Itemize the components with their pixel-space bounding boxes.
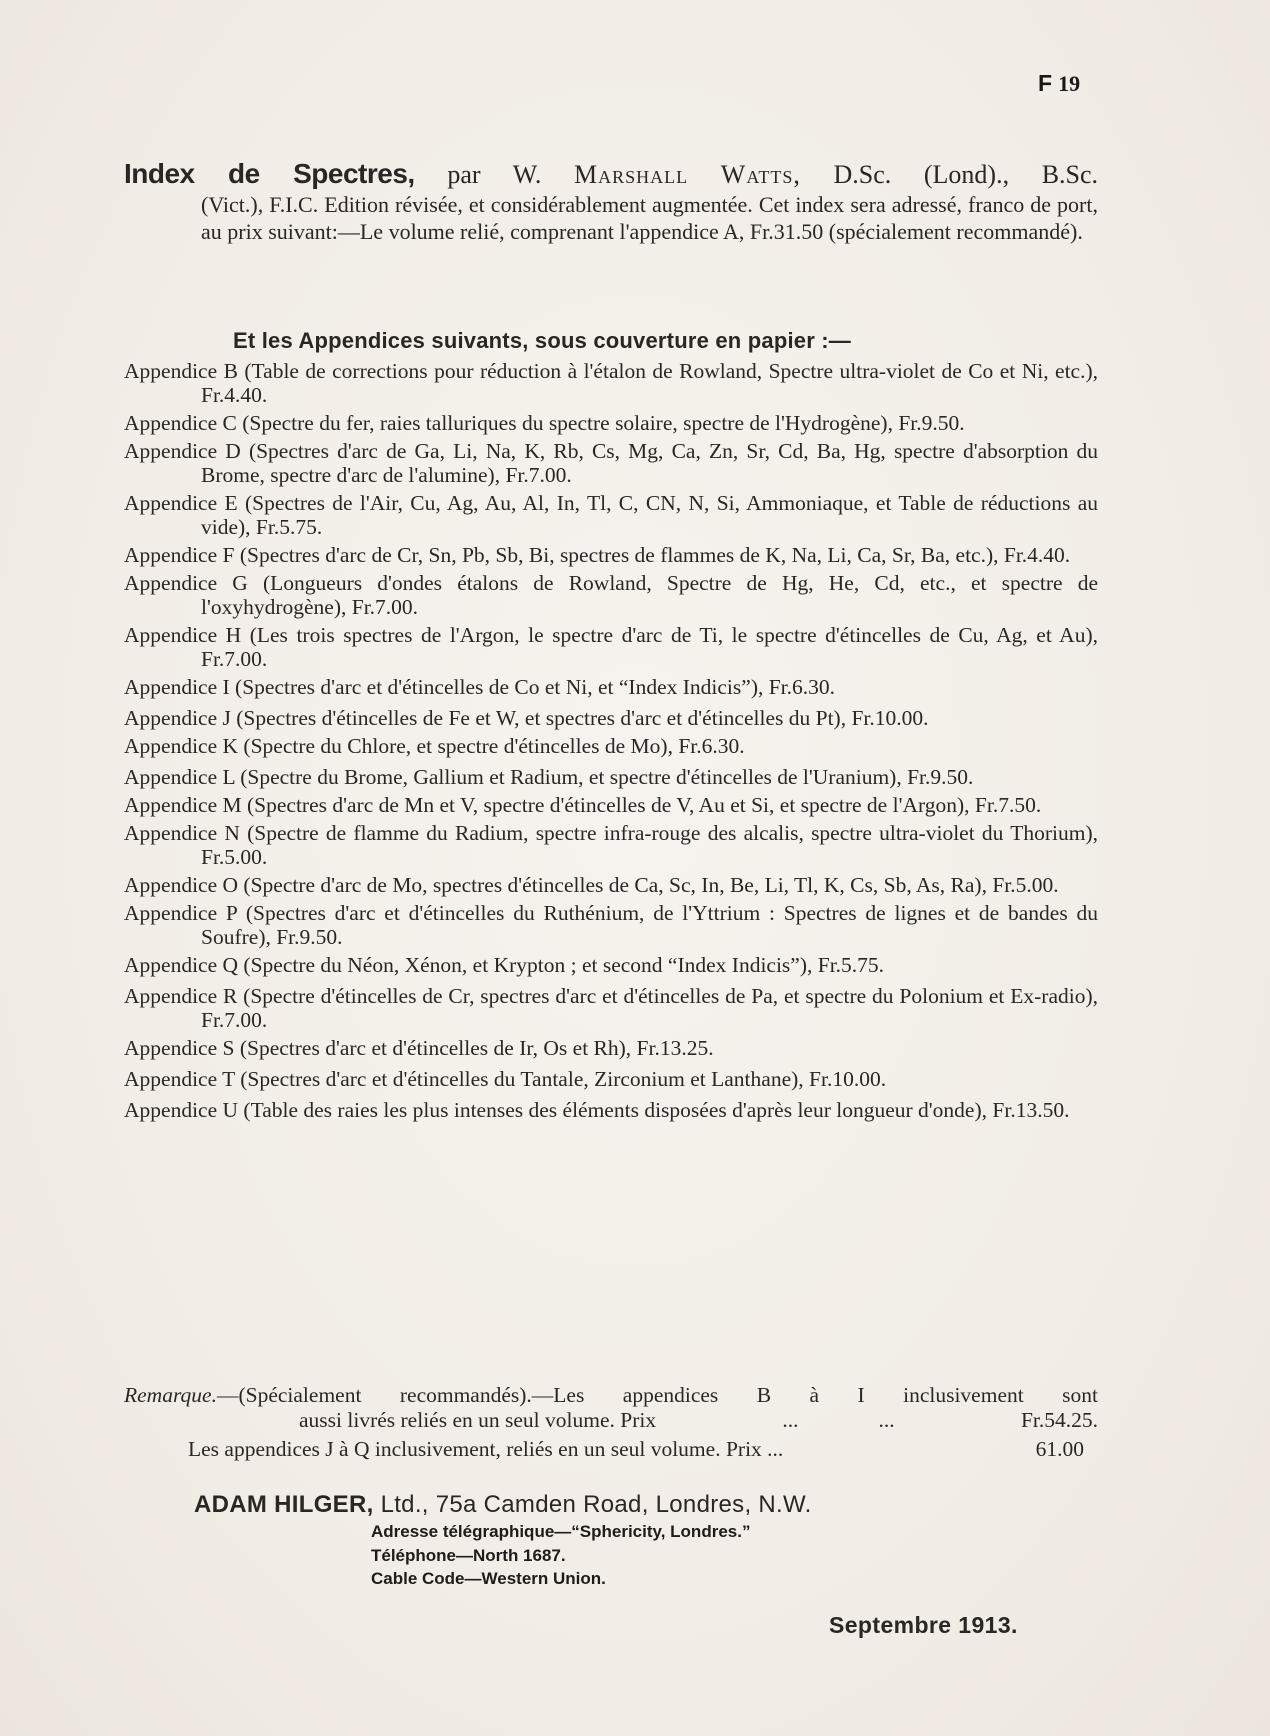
appendix-item-d: Appendice D (Spectres d'arc de Ga, Li, Na, K, Rb, Cs, Mg, Ca, Zn, Sr, Cd, Ba, Hg, spectre d'absorption du Brome, spectre d'arc de l'alumine), Fr.7.00.: [124, 439, 1098, 487]
publication-date: Septembre 1913.: [829, 1612, 1018, 1638]
appendix-item-n: Appendice N (Spectre de flamme du Radium, spectre infra-rouge des alcalis, spectre ultra-violet du Thorium), Fr.5.00.: [124, 821, 1098, 869]
telegraph-address: Adresse télégraphique—“Sphericity, Londres.”: [371, 1522, 751, 1541]
appendix-item-c: Appendice C (Spectre du fer, raies talluriques du spectre solaire, spectre de l'Hydrogène), Fr.9.50.: [124, 411, 965, 435]
appendix-item-s: Appendice S (Spectres d'arc et d'étincelles de Ir, Os et Rh), Fr.13.25.: [124, 1036, 714, 1060]
remark-text-3: Les appendices J à Q inclusivement, reliés en un seul volume. Prix ...: [188, 1437, 784, 1461]
appendix-item-e: Appendice E (Spectres de l'Air, Cu, Ag, Au, Al, In, Tl, C, CN, N, Si, Ammoniaque, et Table de réductions au vide), Fr.5.75.: [124, 491, 1098, 539]
title-block: [124, 158, 1098, 245]
publisher-line: [194, 1491, 812, 1519]
remark-line-2: [124, 1408, 1098, 1433]
appendix-item-m: Appendice M (Spectres d'arc de Mn et V, spectre d'étincelles de V, Au et Si, et spectre de l'Argon), Fr.7.50.: [124, 793, 1042, 817]
appendix-item-h: Appendice H (Les trois spectres de l'Argon, le spectre d'arc de Ti, le spectre d'étincelles de Cu, Ag, et Au), Fr.7.00.: [124, 623, 1098, 671]
telephone-number: Téléphone—North 1687.: [371, 1545, 566, 1565]
title-description: (Vict.), F.I.C. Edition révisée, et considérablement augmentée. Cet index sera adressé, franco de port, au prix suivant:—Le volume relié, comprenant l'appendice A, Fr.31.50 (spécialement recommandé).: [201, 192, 1098, 244]
title-by: par: [447, 160, 481, 189]
price-j-to-q: 61.00: [1035, 1437, 1084, 1461]
publisher-name: ADAM HILGER,: [194, 1491, 374, 1518]
author-first: Marshall: [574, 160, 689, 189]
remark-text-2: aussi livrés reliés en un seul volume. Prix: [299, 1408, 657, 1432]
title-line: [124, 158, 1098, 191]
appendix-item-i: Appendice I (Spectres d'arc et d'étincelles de Co et Ni, et “Index Indicis”), Fr.6.30.: [124, 675, 836, 699]
appendix-item-t: Appendice T (Spectres d'arc et d'étincelles du Tantale, Zirconium et Lanthane), Fr.10.00.: [124, 1067, 887, 1091]
leader-dots-2: ...: [878, 1408, 895, 1432]
remark-line-1: [124, 1383, 1098, 1408]
appendix-item-r: Appendice R (Spectre d'étincelles de Cr, spectres d'arc et d'étincelles de Pa, et spectre du Polonium et Ex-radio), Fr.7.00.: [124, 984, 1098, 1032]
remark-block: [124, 1383, 1098, 1462]
book-title: Index de Spectres,: [124, 158, 415, 189]
appendix-item-l: Appendice L (Spectre du Brome, Gallium et Radium, et spectre d'étincelles de l'Uranium), Fr.9.50.: [124, 765, 974, 789]
remark-text-1: —(Spécialement recommandés).—Les appendices B à I inclusivement sont: [216, 1383, 1098, 1407]
page-folio: [1038, 70, 1080, 97]
appendix-list: [124, 359, 1098, 1126]
appendix-item-u: Appendice U (Table des raies les plus intenses des éléments disposées d'après leur longueur d'onde), Fr.13.50.: [124, 1098, 1070, 1122]
publisher-ltd: Ltd.,: [380, 1491, 429, 1518]
cable-code: Cable Code—Western Union.: [371, 1569, 606, 1588]
appendix-item-p: Appendice P (Spectres d'arc et d'étincelles du Ruthénium, de l'Yttrium : Spectres de lignes et de bandes du Soufre), Fr.9.50.: [124, 901, 1098, 949]
appendix-item-k: Appendice K (Spectre du Chlore, et spectre d'étincelles de Mo), Fr.6.30.: [124, 734, 745, 758]
publisher-contact: [371, 1520, 750, 1591]
appendix-item-g: Appendice G (Longueurs d'ondes étalons de Rowland, Spectre de Hg, He, Cd, etc., et spectre de l'oxyhydrogène), Fr.7.00.: [124, 571, 1098, 619]
appendix-item-q: Appendice Q (Spectre du Néon, Xénon, et Krypton ; et second “Index Indicis”), Fr.5.75.: [124, 953, 885, 977]
leader-dots: [782, 1408, 894, 1433]
author-degrees: D.Sc. (Lond)., B.Sc.: [833, 160, 1099, 189]
appendix-item-o: Appendice O (Spectre d'arc de Mo, spectres d'étincelles de Ca, Sc, In, Be, Li, Tl, K, Cs, Sb, As, Ra), Fr.5.00.: [124, 873, 1059, 897]
remark-line-3: [124, 1437, 1098, 1462]
author-last: Watts,: [720, 160, 801, 189]
appendices-subheading: Et les Appendices suivants, sous couverture en papier :—: [233, 328, 852, 353]
appendix-item-f: Appendice F (Spectres d'arc de Cr, Sn, Pb, Sb, Bi, spectres de flammes de K, Na, Li, Ca, Sr, Ba, etc.), Fr.4.40.: [124, 543, 1071, 567]
author-initial: W.: [512, 160, 542, 189]
remark-label: Remarque.: [124, 1383, 217, 1407]
appendix-item-j: Appendice J (Spectres d'étincelles de Fe et W, et spectres d'arc et d'étincelles du Pt), Fr.10.00.: [124, 706, 929, 730]
price-b-to-i: Fr.54.25.: [1020, 1408, 1098, 1432]
folio-letter: F: [1038, 70, 1053, 96]
appendix-item-b: Appendice B (Table de corrections pour réduction à l'étalon de Rowland, Spectre ultra-violet de Co et Ni, etc.), Fr.4.40.: [124, 359, 1098, 407]
leader-dots-1: ...: [782, 1408, 799, 1432]
folio-number: 19: [1058, 71, 1081, 96]
publisher-address: 75a Camden Road, Londres, N.W.: [435, 1491, 812, 1518]
